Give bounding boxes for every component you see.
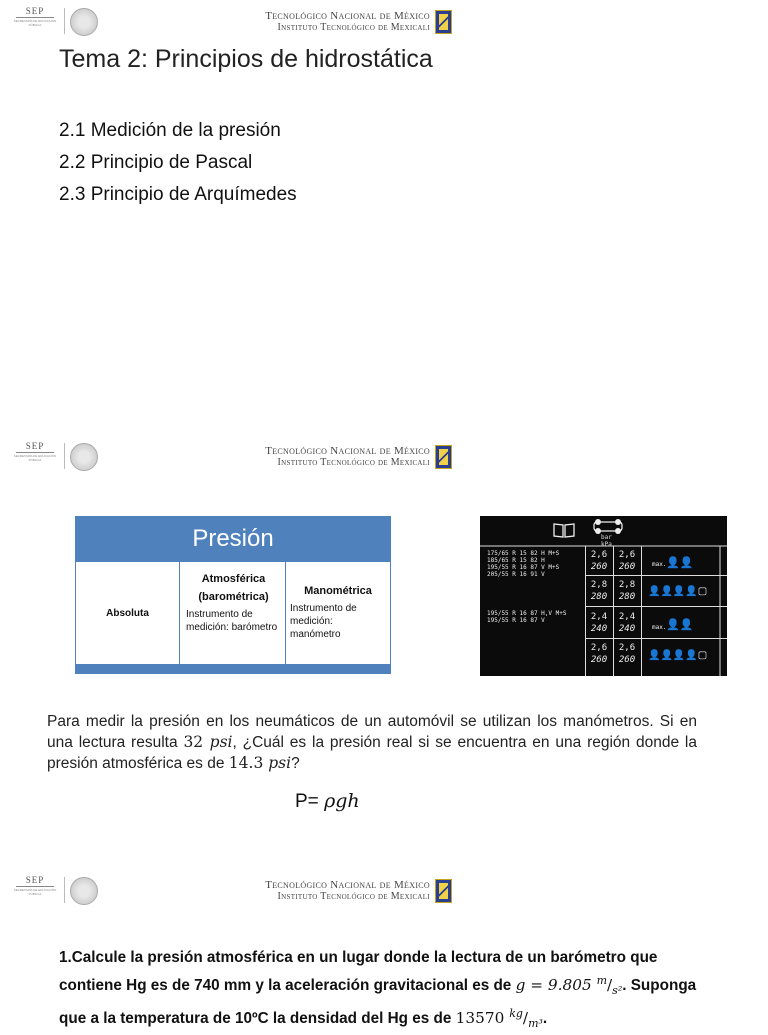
rear-bar-value: 2,8	[618, 580, 636, 590]
problem-paragraph	[47, 711, 697, 774]
header-divider	[64, 8, 65, 34]
slide-header	[0, 871, 768, 911]
problem-text: .	[542, 1010, 548, 1028]
tnm-institution-name	[230, 10, 430, 34]
front-kpa-value: 260	[590, 655, 608, 665]
absolute-cell: Absoluta	[76, 562, 180, 664]
sep-logo-subtext: SECRETARÍA DE EDUCACIÓN PÚBLICA	[13, 19, 57, 27]
tnm-line-2: Instituto Tecnológico de Mexicali	[277, 22, 430, 33]
slide-title: Tema 2: Principios de hidrostática	[59, 45, 433, 73]
topic-item: 2.1 Medición de la presión	[59, 120, 281, 141]
slide-1	[0, 0, 768, 400]
front-bar-value: 2,6	[590, 643, 608, 653]
front-kpa-value: 280	[590, 592, 608, 602]
load-label: max.	[652, 561, 667, 568]
pressure-reading: 32 psi	[183, 733, 233, 751]
tnm-line-1: Tecnológico Nacional de México	[265, 10, 430, 22]
sep-logo	[10, 6, 60, 36]
header-divider	[64, 877, 65, 903]
header-divider	[64, 443, 65, 469]
tire-size-list: 175/65 R 15 82 H M+S 185/65 R 15 82 H 195/55 R 16 87 V M+S 205/55 R 16 91 V	[487, 550, 560, 578]
sep-logo-subtext: SECRETARÍA DE EDUCACIÓN PÚBLICA	[13, 888, 57, 896]
sep-logo	[10, 875, 60, 905]
rear-kpa-value: 260	[618, 655, 636, 665]
tnm-institution-name	[230, 445, 430, 469]
pressure-types-table	[75, 516, 391, 676]
full-load-icon: 👤👤👤👤▢	[648, 650, 708, 661]
rear-kpa-value: 240	[618, 624, 636, 634]
tnm-line-2: Instituto Tecnológico de Mexicali	[277, 457, 430, 468]
sep-logo-text: SEP	[25, 875, 45, 885]
rear-bar-value: 2,6	[618, 643, 636, 653]
paragraph-text: Para medir la presión en los neumáticos de un automóvil se utilizan los manómetros. Si en una lectura resulta	[47, 713, 697, 751]
table-title: Presión	[75, 516, 391, 562]
rear-bar-value: 2,6	[618, 550, 636, 560]
two-person-icon: 👤👤	[666, 557, 694, 569]
topic-list	[59, 115, 297, 211]
gravity-expression: g = 9.805 $^m/_{s^2}$	[515, 974, 623, 998]
problem-text: 1.Calcule la presión atmosférica en un lugar donde la lectura de un barómetro que contiene Hg es de 740 mm y la aceleración gravitacional es de	[59, 949, 658, 995]
unit-kpa: kPa	[601, 541, 612, 548]
formula-rhs: ρgh	[324, 790, 360, 812]
front-kpa-value: 260	[590, 562, 608, 572]
paragraph-text: , ¿Cuál es la presión real si se encuentra en una región donde la presión atmosférica es de	[47, 734, 697, 772]
mexico-seal-icon	[70, 443, 98, 471]
sep-logo-subtext: SECRETARÍA DE EDUCACIÓN PÚBLICA	[13, 454, 57, 462]
front-bar-value: 2,8	[590, 580, 608, 590]
atmospheric-heading: Atmosférica (barométrica)	[198, 573, 269, 603]
tnm-line-1: Tecnológico Nacional de México	[265, 879, 430, 891]
problem-text: . Suponga que a la temperatura de 10ºC la densidad del Hg es de	[59, 977, 697, 1028]
sep-logo-text: SEP	[25, 6, 45, 16]
tire-size-list: 195/55 R 16 87 H,V M+S 195/55 R 16 87 V	[487, 610, 567, 624]
atmospheric-pressure-value: 14.3 psi	[228, 754, 292, 772]
sep-logo-text: SEP	[25, 441, 45, 451]
rear-bar-value: 2,4	[618, 612, 636, 622]
hydrostatic-formula	[295, 790, 360, 813]
paragraph-text: ?	[291, 755, 300, 772]
rear-kpa-value: 280	[618, 592, 636, 602]
gauge-instrument: Instrumento de medición: manómetro	[290, 603, 357, 640]
mexico-seal-icon	[70, 8, 98, 36]
gauge-heading: Manométrica	[304, 585, 372, 597]
formula-lhs: P=	[295, 791, 319, 812]
tnm-line-2: Instituto Tecnológico de Mexicali	[277, 891, 430, 902]
itm-shield-icon	[435, 445, 452, 469]
itm-shield-icon	[435, 10, 452, 34]
unit-bar: bar	[601, 534, 612, 541]
slide-header	[0, 2, 768, 42]
tnm-institution-name	[230, 879, 430, 903]
full-load-icon: 👤👤👤👤▢	[648, 586, 708, 597]
front-kpa-value: 240	[590, 624, 608, 634]
density-expression: 13570 $^{kg}/_{m^3}$	[455, 1007, 543, 1031]
tnm-line-1: Tecnológico Nacional de México	[265, 445, 430, 457]
two-person-icon: 👤👤	[666, 619, 694, 631]
front-bar-value: 2,4	[590, 612, 608, 622]
mexico-seal-icon	[70, 877, 98, 905]
gauge-cell	[286, 562, 390, 664]
topic-item: 2.2 Principio de Pascal	[59, 152, 253, 173]
itm-shield-icon	[435, 879, 452, 903]
slide-header	[0, 437, 768, 477]
rear-kpa-value: 260	[618, 562, 636, 572]
sep-logo	[10, 441, 60, 471]
atmospheric-cell	[180, 562, 286, 664]
table-footer-bar	[75, 664, 391, 674]
table-row	[75, 562, 391, 664]
tire-pressure-label-photo	[480, 516, 727, 676]
barometer-problem	[59, 946, 723, 1035]
load-label: max.	[652, 624, 667, 631]
atmospheric-instrument: Instrumento de medición: barómetro	[186, 609, 278, 633]
topic-item: 2.3 Principio de Arquímedes	[59, 184, 297, 205]
front-bar-value: 2,6	[590, 550, 608, 560]
